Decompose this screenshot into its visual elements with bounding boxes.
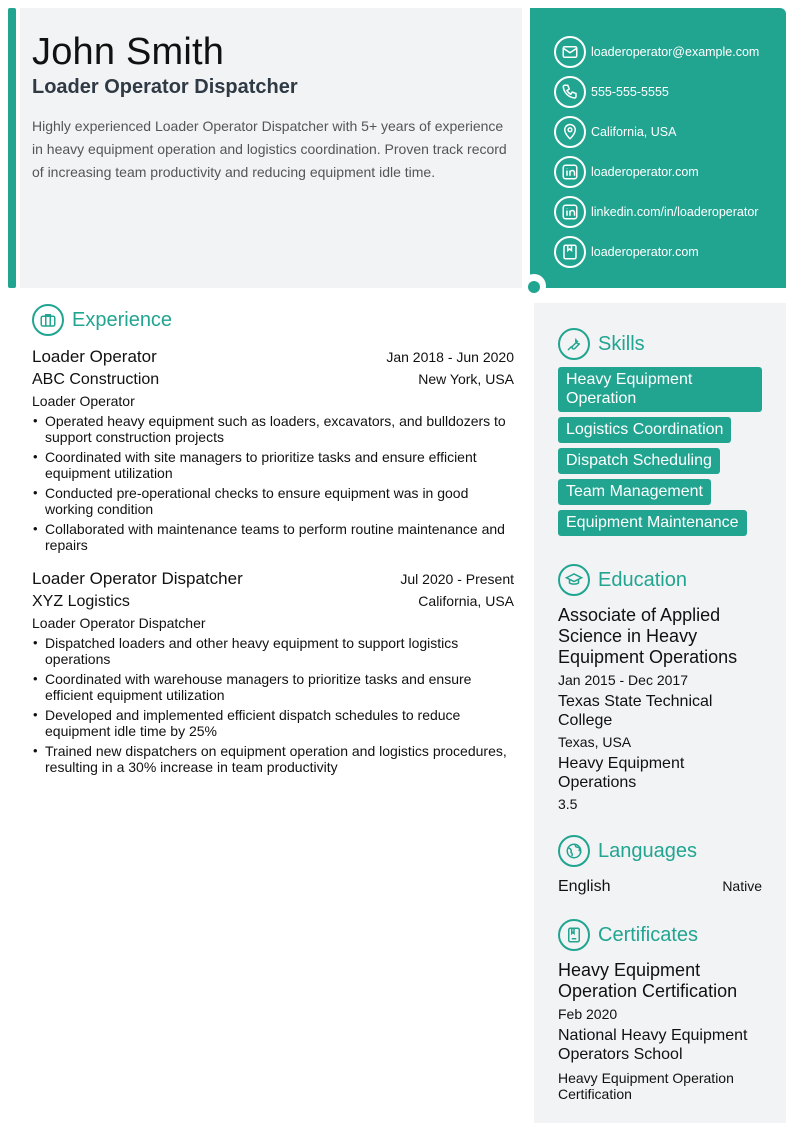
skills-heading [558,327,762,361]
certificate-name: Heavy Equipment Operation Certification [558,960,738,1001]
education-location: Texas, USA [558,734,632,750]
contact-email-text: loaderoperator@example.com [591,45,760,59]
job-dates: Jan 2018 - Jun 2020 [386,349,514,365]
sidebar [534,303,786,1123]
job-subtitle: Loader Operator Dispatcher [32,615,206,631]
contact-location-text: California, USA [591,125,677,139]
certificate-description: Heavy Equipment Operation Certification [558,1070,734,1102]
certificates-title: Certificates [598,923,699,946]
main-column [32,303,514,775]
globe-icon [558,835,590,867]
job-subtitle: Loader Operator [32,393,135,409]
job-company: XYZ Logistics [32,593,130,610]
list-item: • Conducted pre-operational checks to ensure equipment was in good working condition [32,485,514,517]
location-pin-icon [554,116,586,148]
list-item: • Trained new dispatchers on equipment operation and logistics procedures, resulting in a 30% increase in team productivity [32,743,514,775]
contact-location [554,112,786,152]
certificate-date: Feb 2020 [558,1006,618,1022]
skill-tag: Dispatch Scheduling [558,448,720,474]
experience-title: Experience [72,308,173,331]
wrench-icon [558,328,590,360]
certificate-book-icon [558,919,590,951]
skill-tag: Team Management [558,479,711,505]
education-title: Education [598,568,687,591]
mail-icon [554,36,586,68]
linkedin-icon [554,156,586,188]
job-title: Loader Operator [32,347,157,366]
education-field: Heavy Equipment Operations [558,755,685,791]
job-entry [32,347,514,553]
divider-dot [528,281,540,293]
contact-website[interactable] [554,152,786,192]
languages-section [558,834,762,896]
languages-title: Languages [598,839,697,862]
list-item: • Coordinated with site managers to prioritize tasks and ensure efficient equipment utilization [32,449,514,481]
contact-linkedin-text: linkedin.com/in/loaderoperator [591,205,759,219]
job-bullets [32,413,514,553]
job-location: New York, USA [418,371,514,387]
education-school: Texas State Technical College [558,693,713,729]
summary: Highly experienced Loader Operator Dispatcher with 5+ years of experience in heavy equipment operation and logistics coordination. Proven track record of increasing team productivity and reducing equipment idle time. [32,118,507,180]
contact-portfolio[interactable] [554,232,786,272]
briefcase-icon [32,304,64,336]
language-row [558,878,762,896]
list-item: • Developed and implemented efficient dispatch schedules to reduce equipment idle time by 25% [32,707,514,739]
list-item: • Operated heavy equipment such as loaders, excavators, and bulldozers to support construction projects [32,413,514,445]
contact-portfolio-text: loaderoperator.com [591,245,699,259]
contact-phone[interactable] [554,72,786,112]
list-item: • Dispatched loaders and other heavy equipment to support logistics operations [32,635,514,667]
skill-tag: Logistics Coordination [558,417,731,443]
skills-title: Skills [598,332,645,355]
education-section [558,563,762,812]
certificates-section [558,918,762,1102]
candidate-name: John Smith [32,31,225,73]
job-company: ABC Construction [32,371,160,388]
contact-phone-text: 555-555-5555 [591,85,669,99]
language-name: English [558,878,611,895]
linkedin-icon [554,196,586,228]
job-dates: Jul 2020 - Present [400,571,514,587]
job-location: California, USA [418,593,514,609]
contact-panel [530,8,786,288]
certificate-issuer: National Heavy Equipment Operators School [558,1027,748,1063]
skill-tag: Equipment Maintenance [558,510,747,536]
contact-linkedin[interactable] [554,192,786,232]
education-gpa: 3.5 [558,796,578,812]
list-item: • Collaborated with maintenance teams to perform routine maintenance and repairs [32,521,514,553]
list-item: • Coordinated with warehouse managers to prioritize tasks and ensure efficient equipment utilization [32,671,514,703]
experience-heading [32,303,514,337]
skill-tag: Heavy Equipment Operation [558,367,762,412]
contact-website-text: loaderoperator.com [591,165,699,179]
education-degree: Associate of Applied Science in Heavy Equipment Operations [558,605,738,667]
language-level: Native [722,878,762,894]
bookmark-icon [554,236,586,268]
languages-heading [558,834,762,868]
accent-bar [8,8,16,288]
job-bullets [32,635,514,775]
graduation-cap-icon [558,564,590,596]
job-entry [32,569,514,775]
education-heading [558,563,762,597]
education-dates: Jan 2015 - Dec 2017 [558,672,688,688]
job-title: Loader Operator Dispatcher [32,569,243,588]
skills-list [558,367,762,541]
phone-icon [554,76,586,108]
header [20,8,522,288]
contact-email[interactable] [554,32,786,72]
candidate-role: Loader Operator Dispatcher [32,76,298,98]
certificates-heading [558,918,762,952]
